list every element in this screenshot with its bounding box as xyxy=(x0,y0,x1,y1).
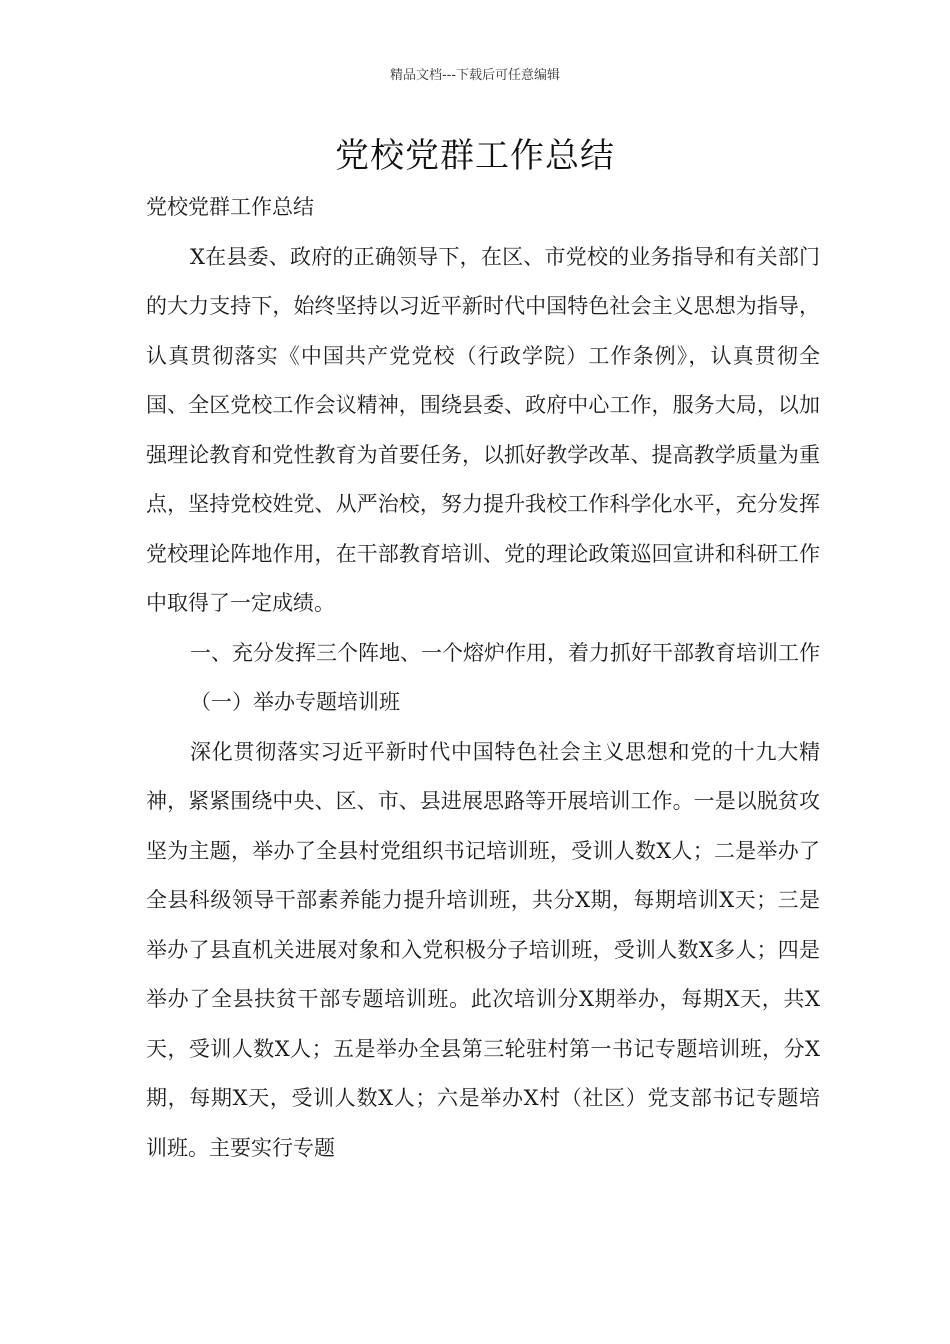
intro-paragraph: X在县委、政府的正确领导下，在区、市党校的业务指导和有关部门的大力支持下，始终坚持以习近平新时代中国特色社会主义思想为指导，认真贯彻落实《中国共产党党校（行政学院）工作条例》，认真贯彻全国、全区党校工作会议精神，围绕县委、政府中心工作，服务大局，以加强理论教育和党性教育为首要任务，以抓好教学改革、提高教学质量为重点，坚持党校姓党、从严治校，努力提升我校工作科学化水平，充分发挥党校理论阵地作用，在干部教育培训、党的理论政策巡回宣讲和科研工作中取得了一定成绩。 xyxy=(146,244,820,615)
page-header: 精品文档---下载后可任意编辑 xyxy=(389,68,561,83)
document-subtitle: 党校党群工作总结 xyxy=(146,195,314,219)
content-paragraph: 深化贯彻落实习近平新时代中国特色社会主义思想和党的十九大精神，紧紧围绕中央、区、市、县进展思路等开展培训工作。一是以脱贫攻坚为主题，举办了全县村党组织书记培训班，受训人数X人；二是举办了全县科级领导干部素养能力提升培训班，共分X期，每期培训X天；三是举办了县直机关进展对象和入党积极分子培训班，受训人数X多人；四是举办了全县扶贫干部专题培训班。此次培训分X期举办，每期X天，共X天，受训人数X人；五是举办全县第三轮驻村第一书记专题培训班，分X期，每期X天，受训人数X人；六是举办X村（社区）党支部书记专题培训班。主要实行专题 xyxy=(146,739,820,1160)
document-title: 党校党群工作总结 xyxy=(335,136,615,176)
section-heading: 一、充分发挥三个阵地、一个熔炉作用，着力抓好干部教育培训工作 xyxy=(190,640,820,665)
document-body xyxy=(146,183,820,1173)
subsection-heading: （一）举办专题培训班 xyxy=(190,690,400,714)
